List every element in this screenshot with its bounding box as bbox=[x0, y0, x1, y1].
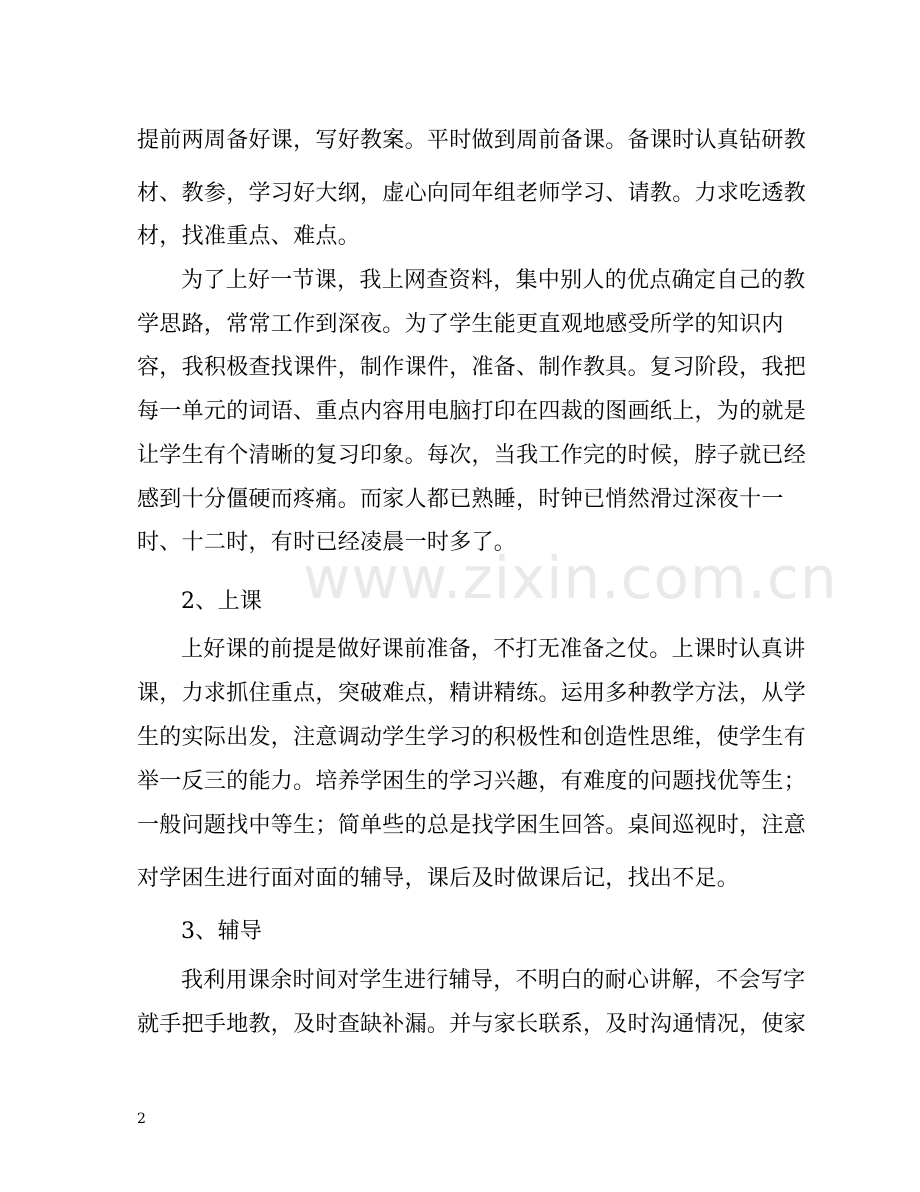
text-line: 时、十二时，有时已经凌晨一时多了。 bbox=[137, 530, 517, 555]
text-line: 感到十分僵硬而疼痛。而家人都已熟睡，时钟已悄然滑过深夜十一 bbox=[137, 487, 784, 512]
section-heading: 2、上课 bbox=[181, 589, 263, 614]
text-line: 就手把手地教，及时查缺补漏。并与家长联系，及时沟通情况，使家 bbox=[137, 1012, 807, 1037]
page-number: 2 bbox=[137, 1111, 146, 1127]
text-line: 每一单元的词语、重点内容用电脑打印在四裁的图画纸上，为的就是 bbox=[137, 399, 807, 424]
paragraph-start-line: 上好课的前提是做好课前准备，不打无准备之仗。上课时认真讲 bbox=[181, 637, 806, 662]
text-line: 让学生有个清晰的复习印象。每次，当我工作完的时候，脖子就已经 bbox=[137, 443, 807, 468]
text-line: 材，找准重点、难点。 bbox=[137, 224, 361, 249]
text-line: 一般问题找中等生；简单些的总是找学困生回答。桌间巡视时，注意 bbox=[137, 813, 807, 838]
text-line: 生的实际出发，注意调动学生学习的积极性和创造性思维，使学生有 bbox=[137, 725, 807, 750]
text-line: 学思路，常常工作到深夜。为了学生能更直观地感受所学的知识内 bbox=[137, 312, 784, 337]
text-line: 材、教参，学习好大纲，虚心向同年组老师学习、请教。力求吃透教 bbox=[137, 181, 807, 206]
text-line: 课，力求抓住重点，突破难点，精讲精练。运用多种教学方法，从学 bbox=[137, 681, 807, 706]
text-line: 容，我积极查找课件，制作课件，准备、制作教具。复习阶段，我把 bbox=[137, 355, 807, 380]
section-heading: 3、辅导 bbox=[181, 919, 263, 944]
text-line: 提前两周备好课，写好教案。平时做到周前备课。备课时认真钻研教 bbox=[137, 128, 807, 153]
text-line: 举一反三的能力。培养学困生的学习兴趣，有难度的问题找优等生； bbox=[137, 769, 807, 794]
text-line: 对学困生进行面对面的辅导，课后及时做课后记，找出不足。 bbox=[137, 866, 740, 891]
paragraph-start-line: 为了上好一节课，我上网查资料，集中别人的优点确定自己的教 bbox=[181, 268, 806, 293]
paragraph-start-line: 我利用课余时间对学生进行辅导，不明白的耐心讲解，不会写字 bbox=[181, 968, 806, 993]
watermark: www.zixin.com.cn bbox=[303, 544, 838, 612]
